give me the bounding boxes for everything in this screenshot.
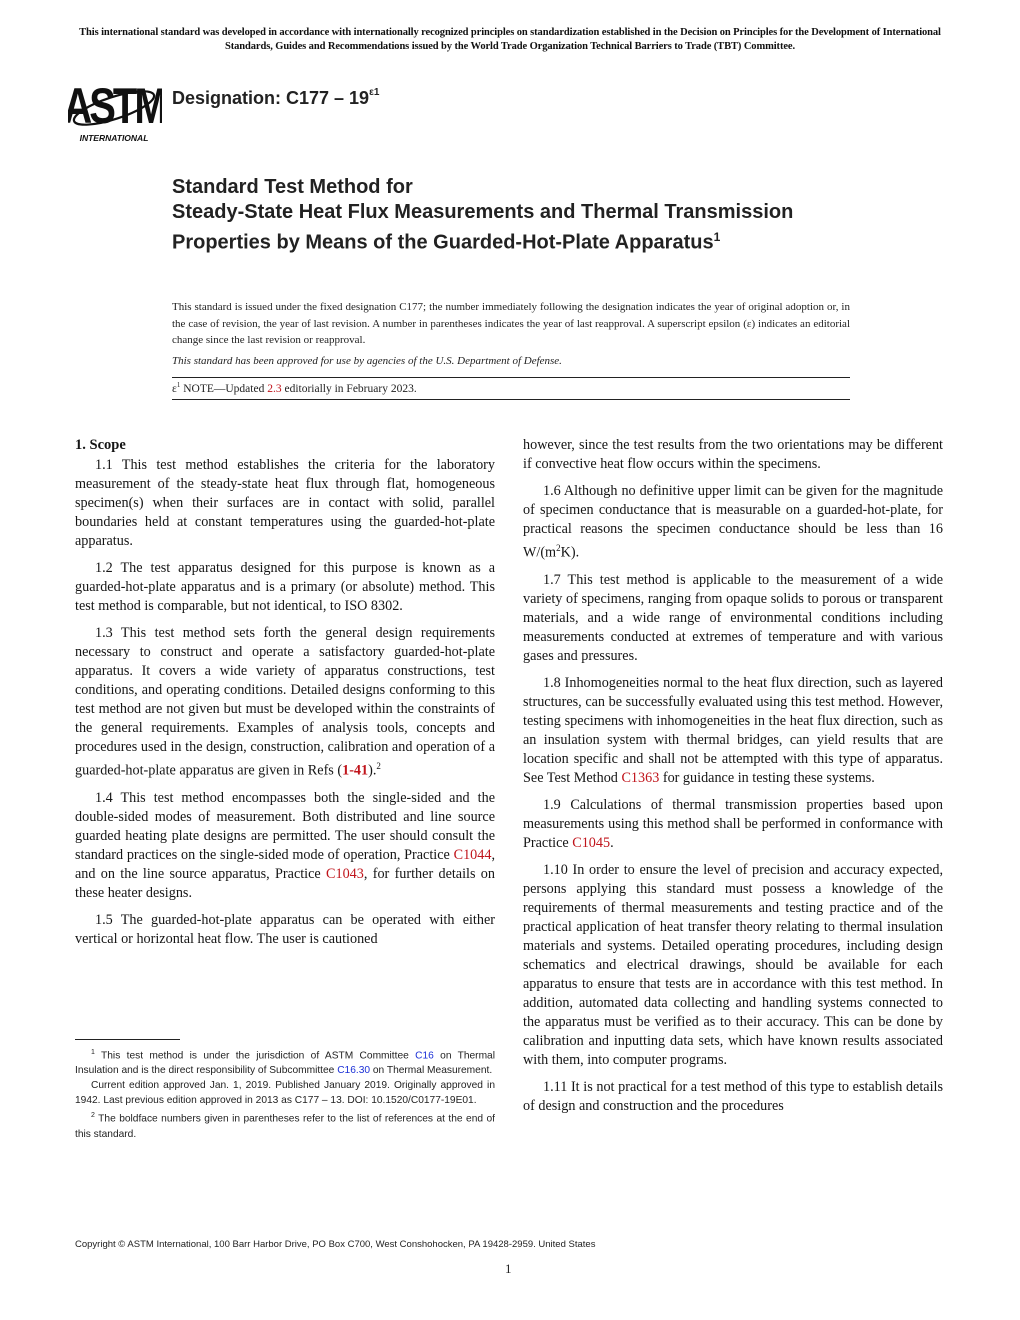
designation (172, 88, 379, 109)
footnote-edition: Current edition approved Jan. 1, 2019. Published January 2019. Originally approved in 1942. Last previous edition approved in 2013 as C177 – 13. DOI: 10.1520/C0177-19E01. (75, 1080, 495, 1107)
link-c16-30[interactable]: C16.30 (337, 1065, 371, 1077)
footnote-mark-2: 2 (376, 761, 381, 771)
astm-logo (68, 78, 162, 144)
footnotes (75, 1045, 495, 1142)
link-c16[interactable]: C16 (415, 1050, 434, 1062)
divider (172, 377, 850, 378)
title-footnote-mark: 1 (713, 230, 721, 244)
copyright: Copyright © ASTM International, 100 Barr Harbor Drive, PO Box C700, West Conshohocken, PA 19428-2959. United States (75, 1239, 596, 1250)
editorial-note: $\varepsilon^1$ NOTE—Updated 2.3 editorially in February 2023. (172, 381, 417, 395)
designation-label: Designation: C177 – 19 (172, 88, 370, 108)
para-1-11: 1.11 It is not practical for a test method of this type to establish details of design and construction and the procedures (523, 1078, 943, 1114)
page-number: 1 (505, 1261, 512, 1276)
para-1-1: 1.1 This test method establishes the criteria for the laboratory measurement of the steady-state heat flux through flat, homogeneous specimen(s) when their surfaces are in contact with solid, parallel boundaries held at constant temperatures using the guarded-hot-plate apparatus. (75, 457, 495, 549)
para-1-9: 1.9 Calculations of thermal transmission properties based upon measurements using this method shall be performed in conformance with Practice C1045. (523, 796, 943, 851)
para-1-2: 1.2 The test apparatus designed for this purpose is known as a guarded-hot-plate apparatus and is a primary (or absolute) method. This test method is comparable, but not identical, to ISO 8302. (75, 560, 495, 614)
para-1-6: 1.6 Although no definitive upper limit can be given for the magnitude of specimen conductance that is measurable on a guarded-hot-plate, for practical reasons the specimen conductance should be less than 16 $W/(m^2K)$. (523, 483, 943, 561)
footnote-1: $^1$ This test method is under the jurisdiction of ASTM Committee C16 on Thermal Insulation and is the direct responsibility of Subcommittee C16.30 on Thermal Measurement. (75, 1049, 495, 1077)
divider (172, 399, 850, 400)
para-1-3: 1.3 This test method sets forth the general design requirements necessary to construct and operate a satisfactory guarded-hot-plate apparatus. It covers a wide variety of apparatus constructions, test conditions, and operating conditions. Detailed designs conforming to this test method are not given but must be developed within the constraints of the general requirements. Examples of analysis tools, concepts and procedures used in the design, construction, calibration and operation of a guarded-hot-plate apparatus are given in Refs (1-41).$^2$ (75, 625, 495, 779)
para-1-5-cont: however, since the test results from the two orientations may be different if convective heat flow occurs within the specimens. (523, 437, 943, 472)
astm-logo-icon (68, 78, 162, 144)
para-1-4: 1.4 This test method encompasses both the single-sided and the double-sided modes of measurement. Both distributed and line source guarded heating plate designs are permitted. The user should consult the standard practices on the single-sided mode of operation, Practice C1044, and on the line source apparatus, Practice C1043, for further details on these heater designs. (75, 789, 495, 901)
note-link-2-3[interactable]: 2.3 (267, 382, 282, 395)
svg-text:ASTM: ASTM (68, 78, 162, 135)
title-line-2: Steady-State Heat Flux Measurements and Thermal Transmission Properties by Means of the Guarded-Hot-Plate Apparatus$^1$ (172, 201, 794, 254)
title-line-1: Standard Test Method for (172, 176, 413, 198)
link-c1044[interactable]: C1044 (453, 846, 492, 863)
link-c1043[interactable]: C1043 (326, 865, 364, 882)
para-1-5-start: 1.5 The guarded-hot-plate apparatus can be operated with either vertical or horizontal heat flow. The user is cautioned (75, 911, 495, 947)
para-1-7: 1.7 This test method is applicable to the measurement of a wide variety of specimens, ranging from opaque solids to porous or transparent materials, and a wide range of environmental conditions including measurements conducted at extremes of temperature and with various gases and pressures. (523, 571, 943, 664)
footnote-rule (75, 1039, 180, 1040)
para-1-10: 1.10 In order to ensure the level of precision and accuracy expected, persons applying this standard must possess a knowledge of the requirements of thermal measurements and testing practice and of the practical application of heat transfer theory relating to thermal insulation materials and systems. Detailed operating procedures, including design schematics and electrical drawings, should be available for each apparatus to ensure that tests are in accordance with this test method. In addition, automated data collecting and handling systems connected to the apparatus must be verified as to their accuracy. This can be done by calibration and inputting data sets, which have known results associated with them, into computer programs. (523, 861, 943, 1068)
right-column (523, 436, 943, 1124)
link-c1045[interactable]: C1045 (572, 834, 611, 851)
designation-epsilon: ε1 (369, 87, 380, 98)
link-c1363[interactable]: C1363 (621, 769, 660, 786)
document-title (172, 175, 872, 256)
svg-text:INTERNATIONAL: INTERNATIONAL (79, 133, 149, 143)
para-1-8: 1.8 Inhomogeneities normal to the heat flux direction, such as layered structures, can be successfully evaluated using this test method. However, testing specimens with inhomogeneities in the heat flux direction, such as an insulation system with thermal bridges, can yield results that are location specific and shall not be attempted with this type of apparatus. See Test Method C1363 for guidance in testing these systems. (523, 674, 943, 786)
refs-link[interactable]: 1-41 (342, 762, 369, 779)
tbt-notice: This international standard was developed in accordance with internationally recognized principles on standardization established in the Decision on Principles for the Development of International Standards, Guides and Recommendations issued by the World Trade Organization Technical Barriers to Trade (TBT) Committee. (79, 27, 941, 52)
left-column (75, 436, 495, 957)
issuance-statement: This standard is issued under the fixed designation C177; the number immediately following the designation indicates the year of original adoption or, in the case of revision, the year of last revision. A number in parentheses indicates the year of last reapproval. A superscript epsilon (ε) indicates an editorial change since the last revision or reapproval. (172, 301, 850, 346)
footnote-2: $^2$ The boldface numbers given in parentheses refer to the list of references at the end of this standard. (75, 1112, 495, 1140)
dod-approval: This standard has been approved for use by agencies of the U.S. Department of Defense. (172, 355, 562, 367)
section-heading-scope: 1. Scope (75, 437, 126, 453)
